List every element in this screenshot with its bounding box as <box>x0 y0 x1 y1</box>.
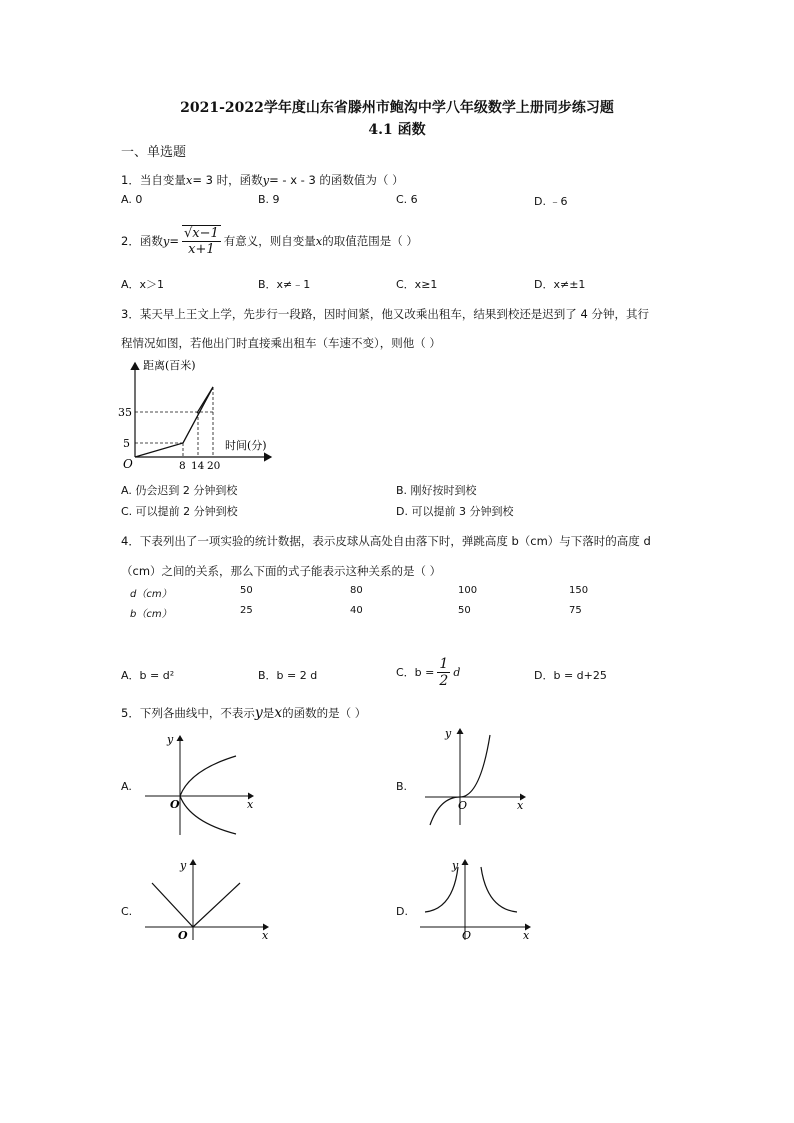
q4-option-c-label: C．b = <box>396 666 435 679</box>
q4-option-c[interactable] <box>396 652 460 692</box>
q4-option-c-num: 1 <box>439 655 449 672</box>
q3-actual-path <box>135 387 213 457</box>
q1-option-a[interactable]: A. 0 <box>121 193 143 206</box>
q5-option-d-label[interactable]: D. <box>396 905 408 918</box>
q4-cell: 40 <box>350 605 363 616</box>
q1-var-y: y <box>262 173 270 187</box>
q5-graph-a <box>140 730 265 840</box>
q2-text-a: 2．函数 <box>121 234 163 248</box>
q5-graph-d <box>415 855 535 945</box>
q4-cell: 75 <box>569 605 582 616</box>
q5-graph-c <box>140 855 275 945</box>
q4-cell: 50 <box>458 605 471 616</box>
q1-option-b[interactable]: B. 9 <box>258 193 280 206</box>
question-4-line-1: 4．下表列出了一项实验的统计数据，表示皮球从高处自由落下时，弹跳高度 b（cm）与下落时的高度 d <box>121 534 651 548</box>
q3-option-d[interactable]: D. 可以提前 3 分钟到校 <box>396 505 514 518</box>
q1-var-x: x <box>185 173 193 187</box>
q5-b-x-label: x <box>517 799 524 812</box>
q5-text-a: 5．下列各曲线中，不表示 <box>121 706 255 720</box>
q5-a-y-label: y <box>167 733 174 746</box>
q3-xtick-8: 8 <box>179 460 186 472</box>
q4-option-b[interactable]: B．b = 2 d <box>258 669 318 682</box>
q5-d-curve-left <box>425 867 458 912</box>
q3-option-b[interactable]: B. 刚好按时到校 <box>396 484 477 497</box>
q4-cell: 80 <box>350 585 363 596</box>
q5-option-a-label[interactable]: A. <box>121 780 132 793</box>
q3-xtick-14: 14 <box>191 460 205 472</box>
q3-origin: O <box>123 457 133 471</box>
q4-option-d[interactable]: D．b = d+25 <box>534 669 607 682</box>
q4-cell: 50 <box>240 585 253 596</box>
q5-a-x-label: x <box>247 798 254 811</box>
q5-b-origin: O <box>458 799 468 812</box>
page-subtitle: 4.1 函数 <box>368 122 426 138</box>
q2-var-y: y <box>162 234 170 248</box>
q5-graph-b <box>415 725 530 835</box>
question-5 <box>121 705 366 721</box>
q1-text-c: = - x - 3 的函数值为（ ） <box>269 173 404 187</box>
question-3-line-1: 3．某天早上王文上学，先步行一段路，因时间紧，他又改乘出租车，结果到校还是迟到了 4 分钟，其行 <box>121 307 649 321</box>
q3-option-c[interactable]: C. 可以提前 2 分钟到校 <box>121 505 238 518</box>
q5-d-curve-right <box>481 867 517 912</box>
q4-row-b-label: b（cm） <box>130 609 172 620</box>
question-4-line-2: （cm）之间的关系，那么下面的式子能表示这种关系的是（ ） <box>121 564 442 578</box>
q5-a-curve <box>180 756 236 834</box>
q4-cell: 25 <box>240 605 253 616</box>
q2-option-d[interactable]: D．x≠±1 <box>534 278 586 291</box>
q5-text-b: 是 <box>262 706 275 720</box>
q4-option-c-tail: d <box>453 665 461 679</box>
q2-option-c[interactable]: C．x≥1 <box>396 278 438 291</box>
q5-c-y-label: y <box>180 859 187 872</box>
q4-row-d-label: d（cm） <box>130 589 172 600</box>
q3-ytick-35: 35 <box>118 406 132 419</box>
q2-text-c: 的取值范围是（ ） <box>322 234 418 248</box>
q3-option-a[interactable]: A. 仍会迟到 2 分钟到校 <box>121 484 238 497</box>
q5-b-y-label: y <box>445 727 452 740</box>
q2-text-b: 有意义，则自变量 <box>223 234 316 248</box>
q5-option-b-label[interactable]: B. <box>396 780 408 793</box>
q5-var-y: y <box>254 705 263 721</box>
q5-text-c: 的函数的是（ ） <box>282 706 367 720</box>
question-3-line-2: 程情况如图，若他出门时直接乘出租车（车速不变），则他（ ） <box>121 336 441 350</box>
q4-option-c-den: 2 <box>439 672 449 689</box>
q5-a-origin: O <box>170 798 180 811</box>
q5-d-origin: O <box>462 929 472 942</box>
q2-eq: = <box>169 234 179 248</box>
q5-var-x: x <box>274 705 283 721</box>
page-title: 2021-2022学年度山东省滕州市鲍沟中学八年级数学上册同步练习题 <box>180 100 614 116</box>
question-1 <box>121 172 404 188</box>
q5-option-c-label[interactable]: C. <box>121 905 133 918</box>
section-heading: 一、单选题 <box>121 145 187 160</box>
q5-c-origin: O <box>178 929 188 942</box>
q3-ytick-5: 5 <box>123 437 130 450</box>
q2-fraction-num: √x−1 <box>183 226 219 241</box>
q2-fraction-den: x+1 <box>188 242 215 257</box>
q1-option-c[interactable]: C. 6 <box>396 193 418 206</box>
q3-y-label: 距离(百米) <box>143 359 196 372</box>
q5-c-curve <box>152 883 240 927</box>
q3-x-label: 时间(分) <box>225 439 267 452</box>
q5-c-x-label: x <box>262 929 269 942</box>
q4-option-c-fraction <box>437 656 450 689</box>
question-2 <box>121 220 418 262</box>
q4-option-a[interactable]: A．b = d² <box>121 669 175 682</box>
q3-xtick-20: 20 <box>207 460 221 472</box>
q3-distance-time-graph <box>115 355 285 475</box>
q2-fraction <box>182 225 221 257</box>
q1-text-b: = 3 时，函数 <box>192 173 263 187</box>
q2-var-x: x <box>315 234 323 248</box>
q2-option-b[interactable]: B．x≠﹣1 <box>258 278 311 291</box>
q2-option-a[interactable]: A．x＞1 <box>121 278 165 291</box>
q4-cell: 100 <box>458 585 478 596</box>
q5-d-y-label: y <box>452 859 459 872</box>
q1-text-a: 1．当自变量 <box>121 173 186 187</box>
q5-d-x-label: x <box>523 929 530 942</box>
q4-cell: 150 <box>569 585 589 596</box>
q1-option-d[interactable]: D. ﹣6 <box>534 195 568 208</box>
